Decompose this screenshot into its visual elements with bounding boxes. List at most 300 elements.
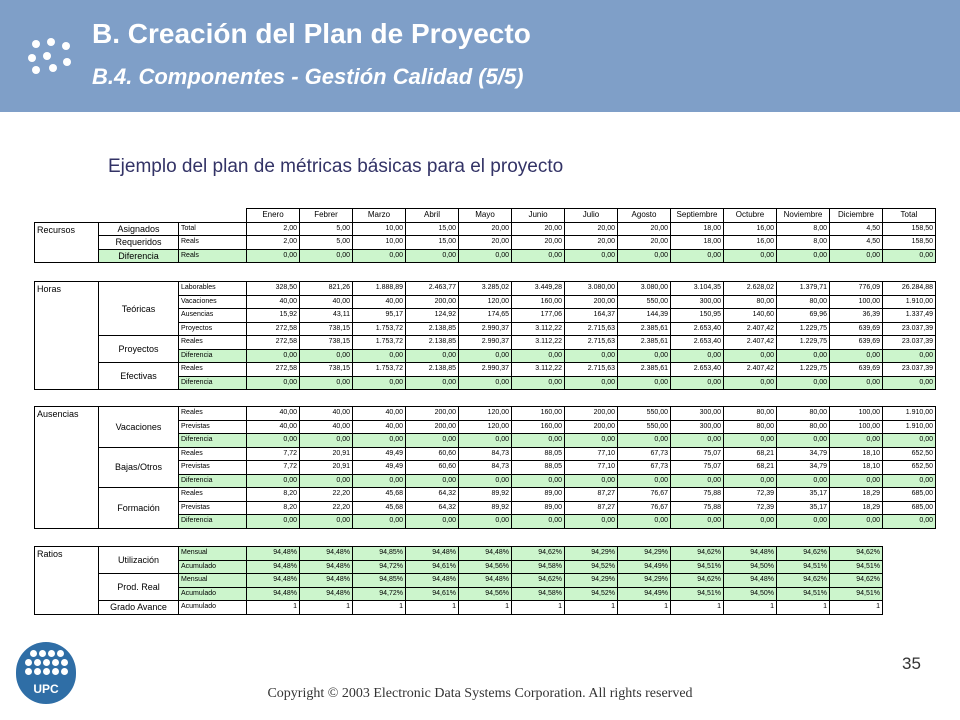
value-cell: 0,00	[353, 515, 406, 529]
value-cell: 0,00	[671, 515, 724, 529]
value-cell: 8,20	[247, 501, 300, 515]
value-cell: 0,00	[406, 349, 459, 363]
value-cell: 5,00	[300, 236, 353, 250]
value-cell: 40,00	[247, 407, 300, 421]
value-cell: 1	[512, 601, 565, 615]
value-cell: 20,00	[618, 236, 671, 250]
value-cell: 0,00	[830, 349, 883, 363]
value-cell: 1.910,00	[883, 295, 936, 309]
value-cell: 20,00	[565, 222, 618, 236]
value-cell: 0,00	[830, 515, 883, 529]
value-cell: 35,17	[777, 501, 830, 515]
value-cell: 88,05	[512, 447, 565, 461]
value-cell: 75,07	[671, 447, 724, 461]
value-cell: 0,00	[671, 349, 724, 363]
row-label: Total	[179, 222, 247, 236]
value-cell: 10,00	[353, 222, 406, 236]
value-cell: 23.037,39	[883, 363, 936, 377]
row-label: Previstas	[179, 461, 247, 475]
value-cell: 26.284,88	[883, 282, 936, 296]
value-cell: 2.385,61	[618, 336, 671, 350]
value-cell: 1.229,75	[777, 363, 830, 377]
value-cell: 8,00	[777, 222, 830, 236]
value-cell: 45,68	[353, 501, 406, 515]
value-cell: 0,00	[247, 515, 300, 529]
value-cell: 64,32	[406, 501, 459, 515]
value-cell: 80,00	[777, 407, 830, 421]
value-cell: 1.229,75	[777, 336, 830, 350]
value-cell: 77,10	[565, 461, 618, 475]
value-cell: 0,00	[618, 249, 671, 263]
value-cell: 40,00	[300, 407, 353, 421]
value-cell: 2.407,42	[724, 336, 777, 350]
group-label: Utilización	[99, 547, 179, 574]
table-row	[35, 336, 936, 350]
value-cell: 20,00	[618, 222, 671, 236]
value-cell: 0,00	[565, 434, 618, 448]
group-label: Teóricas	[99, 282, 179, 336]
value-cell: 40,00	[300, 295, 353, 309]
row-label: Acumulado	[179, 587, 247, 601]
value-cell: 200,00	[565, 295, 618, 309]
value-cell: 40,00	[353, 407, 406, 421]
month-header: Agosto	[618, 209, 671, 223]
value-cell: 160,00	[512, 295, 565, 309]
value-cell: 639,69	[830, 336, 883, 350]
value-cell: 0,00	[300, 349, 353, 363]
value-cell: 0,00	[724, 349, 777, 363]
value-cell: 738,15	[300, 336, 353, 350]
group-label: Bajas/Otros	[99, 447, 179, 488]
value-cell: 94,48%	[459, 574, 512, 588]
value-cell: 0,00	[883, 474, 936, 488]
value-cell: 738,15	[300, 363, 353, 377]
value-cell: 0,00	[512, 515, 565, 529]
value-cell: 8,20	[247, 488, 300, 502]
value-cell: 100,00	[830, 407, 883, 421]
value-cell: 94,48%	[247, 574, 300, 588]
section-label: Horas	[35, 282, 99, 390]
logo-text: UPC	[33, 682, 59, 696]
value-cell: 15,00	[406, 222, 459, 236]
value-cell: 0,00	[459, 376, 512, 390]
value-cell: 0,00	[618, 376, 671, 390]
value-cell: 0,00	[724, 249, 777, 263]
value-cell: 2.715,63	[565, 363, 618, 377]
value-cell: 68,21	[724, 447, 777, 461]
value-cell: 40,00	[247, 295, 300, 309]
value-cell: 0,00	[512, 474, 565, 488]
value-cell: 20,00	[565, 236, 618, 250]
value-cell: 100,00	[830, 420, 883, 434]
value-cell: 738,15	[300, 322, 353, 336]
value-cell: 3.112,22	[512, 322, 565, 336]
value-cell: 60,60	[406, 461, 459, 475]
value-cell: 3.112,22	[512, 336, 565, 350]
value-cell: 1.910,00	[883, 420, 936, 434]
value-cell: 94,62%	[671, 547, 724, 561]
value-cell: 94,48%	[459, 547, 512, 561]
value-cell: 88,05	[512, 461, 565, 475]
row-label: Acumulado	[179, 560, 247, 574]
value-cell: 2.715,63	[565, 336, 618, 350]
month-header: Febrer	[300, 209, 353, 223]
value-cell: 0,00	[883, 376, 936, 390]
value-cell: 40,00	[300, 420, 353, 434]
value-cell: 685,00	[883, 488, 936, 502]
value-cell: 94,29%	[565, 547, 618, 561]
value-cell: 300,00	[671, 295, 724, 309]
table-row	[35, 488, 936, 502]
value-cell: 1.229,75	[777, 322, 830, 336]
value-cell: 4,50	[830, 222, 883, 236]
value-cell: 0,00	[565, 376, 618, 390]
value-cell: 0,00	[883, 349, 936, 363]
value-cell: 94,85%	[353, 547, 406, 561]
value-cell: 0,00	[777, 434, 830, 448]
table-row	[35, 547, 936, 561]
value-cell: 2.138,85	[406, 322, 459, 336]
row-label: Mensual	[179, 574, 247, 588]
value-cell: 3.080,00	[565, 282, 618, 296]
value-cell: 80,00	[724, 295, 777, 309]
value-cell: 0,00	[830, 249, 883, 263]
value-cell: 160,00	[512, 407, 565, 421]
value-cell: 0,00	[459, 515, 512, 529]
value-cell: 0,00	[300, 249, 353, 263]
value-cell: 200,00	[565, 407, 618, 421]
value-cell: 160,00	[512, 420, 565, 434]
value-cell: 200,00	[406, 407, 459, 421]
value-cell: 94,72%	[353, 587, 406, 601]
value-cell: 94,52%	[565, 587, 618, 601]
value-cell: 22,20	[300, 501, 353, 515]
copyright-footer: Copyright © 2003 Electronic Data Systems Corporation. All rights reserved	[267, 686, 693, 701]
row-label: Vacaciones	[179, 295, 247, 309]
row-label: Previstas	[179, 501, 247, 515]
value-cell: 34,79	[777, 461, 830, 475]
table-horas	[34, 281, 936, 390]
value-cell: 2,00	[247, 236, 300, 250]
value-cell: 94,48%	[247, 560, 300, 574]
value-cell: 36,39	[830, 309, 883, 323]
value-cell: 89,00	[512, 488, 565, 502]
month-header: Noviembre	[777, 209, 830, 223]
group-label: Requeridos	[99, 236, 179, 250]
value-cell: 120,00	[459, 407, 512, 421]
value-cell: 80,00	[724, 407, 777, 421]
value-cell: 0,00	[406, 376, 459, 390]
row-label: Acumulado	[179, 601, 247, 615]
value-cell: 0,00	[247, 349, 300, 363]
value-cell: 76,67	[618, 488, 671, 502]
row-label: Ausencias	[179, 309, 247, 323]
row-label: Diferencia	[179, 515, 247, 529]
value-cell: 0,00	[512, 349, 565, 363]
value-cell: 2.990,37	[459, 336, 512, 350]
value-cell: 20,91	[300, 461, 353, 475]
value-cell: 43,11	[300, 309, 353, 323]
value-cell: 150,95	[671, 309, 724, 323]
table-row	[35, 574, 936, 588]
value-cell: 67,73	[618, 461, 671, 475]
value-cell: 0,00	[512, 249, 565, 263]
value-cell: 94,61%	[406, 560, 459, 574]
value-cell: 94,72%	[353, 560, 406, 574]
value-cell: 15,00	[406, 236, 459, 250]
row-label: Reals	[179, 249, 247, 263]
value-cell: 80,00	[777, 295, 830, 309]
value-cell: 200,00	[565, 420, 618, 434]
row-label: Diferencia	[179, 349, 247, 363]
value-cell: 1	[830, 601, 883, 615]
row-label: Reales	[179, 488, 247, 502]
value-cell: 0,00	[671, 249, 724, 263]
row-label: Reales	[179, 407, 247, 421]
value-cell: 7,72	[247, 447, 300, 461]
value-cell: 0,00	[618, 434, 671, 448]
value-cell: 0,00	[353, 349, 406, 363]
value-cell: 328,50	[247, 282, 300, 296]
value-cell: 2.715,63	[565, 322, 618, 336]
value-cell: 2.463,77	[406, 282, 459, 296]
value-cell: 84,73	[459, 447, 512, 461]
row-label: Reales	[179, 363, 247, 377]
value-cell: 0,00	[777, 349, 830, 363]
value-cell: 80,00	[724, 420, 777, 434]
month-header: Junio	[512, 209, 565, 223]
value-cell: 1	[406, 601, 459, 615]
value-cell: 16,00	[724, 222, 777, 236]
value-cell: 0,00	[671, 474, 724, 488]
value-cell: 18,00	[671, 222, 724, 236]
value-cell: 821,26	[300, 282, 353, 296]
value-cell: 89,92	[459, 501, 512, 515]
value-cell: 144,39	[618, 309, 671, 323]
value-cell: 639,69	[830, 322, 883, 336]
value-cell: 89,00	[512, 501, 565, 515]
table-row	[35, 407, 936, 421]
value-cell: 94,48%	[300, 560, 353, 574]
value-cell: 89,92	[459, 488, 512, 502]
value-cell: 0,00	[406, 515, 459, 529]
value-cell: 68,21	[724, 461, 777, 475]
value-cell: 20,00	[459, 236, 512, 250]
value-cell: 120,00	[459, 295, 512, 309]
value-cell: 124,92	[406, 309, 459, 323]
value-cell: 0,00	[353, 376, 406, 390]
value-cell: 550,00	[618, 420, 671, 434]
value-cell: 685,00	[883, 501, 936, 515]
value-cell: 94,48%	[247, 547, 300, 561]
value-cell: 94,50%	[724, 587, 777, 601]
value-cell: 0,00	[512, 434, 565, 448]
value-cell: 94,29%	[618, 547, 671, 561]
value-cell: 94,48%	[300, 574, 353, 588]
table-row	[35, 601, 936, 615]
value-cell: 75,07	[671, 461, 724, 475]
value-cell: 94,51%	[777, 587, 830, 601]
value-cell: 94,62%	[830, 547, 883, 561]
value-cell: 45,68	[353, 488, 406, 502]
group-label: Asignados	[99, 222, 179, 236]
month-header: Enero	[247, 209, 300, 223]
value-cell: 0,00	[565, 474, 618, 488]
value-cell: 18,29	[830, 488, 883, 502]
value-cell: 10,00	[353, 236, 406, 250]
row-label: Diferencia	[179, 434, 247, 448]
value-cell: 94,62%	[671, 574, 724, 588]
value-cell: 23.037,39	[883, 322, 936, 336]
value-cell: 69,96	[777, 309, 830, 323]
value-cell: 0,00	[459, 249, 512, 263]
value-cell: 0,00	[724, 434, 777, 448]
value-cell: 40,00	[247, 420, 300, 434]
group-label: Diferencia	[99, 249, 179, 263]
month-header: Octubre	[724, 209, 777, 223]
value-cell: 94,48%	[300, 547, 353, 561]
value-cell: 94,48%	[724, 547, 777, 561]
page-title: B. Creación del Plan de Proyecto	[92, 18, 531, 49]
value-cell: 76,67	[618, 501, 671, 515]
value-cell: 272,58	[247, 322, 300, 336]
value-cell: 3.285,02	[459, 282, 512, 296]
value-cell: 94,48%	[406, 574, 459, 588]
dots-logo-icon	[28, 38, 78, 78]
value-cell: 1	[777, 601, 830, 615]
value-cell: 0,00	[353, 474, 406, 488]
value-cell: 550,00	[618, 407, 671, 421]
value-cell: 652,50	[883, 461, 936, 475]
value-cell: 1	[247, 601, 300, 615]
row-label: Diferencia	[179, 474, 247, 488]
value-cell: 639,69	[830, 363, 883, 377]
title-bar	[0, 0, 960, 112]
value-cell: 1	[618, 601, 671, 615]
value-cell: 0,00	[353, 249, 406, 263]
value-cell: 0,00	[618, 515, 671, 529]
value-cell: 1.379,71	[777, 282, 830, 296]
value-cell: 94,48%	[300, 587, 353, 601]
value-cell: 200,00	[406, 420, 459, 434]
value-cell: 94,51%	[671, 560, 724, 574]
value-cell: 49,49	[353, 461, 406, 475]
value-cell: 20,00	[459, 222, 512, 236]
value-cell: 15,92	[247, 309, 300, 323]
row-label: Laborables	[179, 282, 247, 296]
value-cell: 0,00	[724, 515, 777, 529]
value-cell: 1.910,00	[883, 407, 936, 421]
value-cell: 177,06	[512, 309, 565, 323]
month-header: Total	[883, 209, 936, 223]
value-cell: 0,00	[618, 349, 671, 363]
value-cell: 0,00	[565, 515, 618, 529]
value-cell: 140,60	[724, 309, 777, 323]
group-label: Prod. Real	[99, 574, 179, 601]
value-cell: 0,00	[247, 474, 300, 488]
value-cell: 1	[300, 601, 353, 615]
value-cell: 3.104,35	[671, 282, 724, 296]
value-cell: 100,00	[830, 295, 883, 309]
value-cell: 1.337,49	[883, 309, 936, 323]
section-label: Ausencias	[35, 407, 99, 529]
month-header: Marzo	[353, 209, 406, 223]
value-cell: 0,00	[459, 474, 512, 488]
value-cell: 87,27	[565, 488, 618, 502]
value-cell: 20,00	[512, 222, 565, 236]
value-cell: 0,00	[406, 434, 459, 448]
row-label: Reales	[179, 447, 247, 461]
table-row	[35, 282, 936, 296]
value-cell: 0,00	[724, 474, 777, 488]
value-cell: 94,56%	[459, 587, 512, 601]
section-label: Recursos	[35, 222, 99, 263]
value-cell: 0,00	[247, 249, 300, 263]
value-cell: 72,39	[724, 488, 777, 502]
month-header: Mayo	[459, 209, 512, 223]
table-row	[35, 447, 936, 461]
value-cell: 0,00	[883, 515, 936, 529]
value-cell: 94,49%	[618, 587, 671, 601]
group-label: Efectivas	[99, 363, 179, 390]
value-cell: 776,09	[830, 282, 883, 296]
value-cell: 164,37	[565, 309, 618, 323]
value-cell: 0,00	[300, 515, 353, 529]
value-cell: 1.753,72	[353, 322, 406, 336]
value-cell: 2,00	[247, 222, 300, 236]
value-cell: 49,49	[353, 447, 406, 461]
value-cell: 0,00	[777, 474, 830, 488]
value-cell: 84,73	[459, 461, 512, 475]
intro-text: Ejemplo del plan de métricas básicas para el proyecto	[108, 156, 564, 177]
value-cell: 94,58%	[512, 560, 565, 574]
value-cell: 40,00	[353, 420, 406, 434]
value-cell: 18,10	[830, 461, 883, 475]
value-cell: 0,00	[300, 376, 353, 390]
value-cell: 0,00	[406, 249, 459, 263]
value-cell: 94,29%	[565, 574, 618, 588]
value-cell: 2.138,85	[406, 363, 459, 377]
value-cell: 0,00	[883, 249, 936, 263]
value-cell: 94,62%	[777, 574, 830, 588]
value-cell: 200,00	[406, 295, 459, 309]
value-cell: 0,00	[777, 376, 830, 390]
value-cell: 8,00	[777, 236, 830, 250]
value-cell: 0,00	[459, 349, 512, 363]
value-cell: 94,62%	[777, 547, 830, 561]
value-cell: 0,00	[724, 376, 777, 390]
value-cell: 2.407,42	[724, 363, 777, 377]
value-cell: 2.653,40	[671, 363, 724, 377]
value-cell: 22,20	[300, 488, 353, 502]
page-number: 35	[902, 654, 921, 673]
table-row	[35, 222, 936, 236]
value-cell: 0,00	[406, 474, 459, 488]
value-cell: 2.653,40	[671, 322, 724, 336]
value-cell: 18,00	[671, 236, 724, 250]
value-cell: 16,00	[724, 236, 777, 250]
value-cell: 1.753,72	[353, 363, 406, 377]
value-cell: 94,48%	[247, 587, 300, 601]
value-cell: 94,48%	[406, 547, 459, 561]
value-cell: 174,65	[459, 309, 512, 323]
group-label: Grado Avance	[99, 601, 179, 615]
value-cell: 0,00	[565, 249, 618, 263]
value-cell: 5,00	[300, 222, 353, 236]
group-label: Vacaciones	[99, 407, 179, 448]
value-cell: 20,91	[300, 447, 353, 461]
value-cell: 94,50%	[724, 560, 777, 574]
